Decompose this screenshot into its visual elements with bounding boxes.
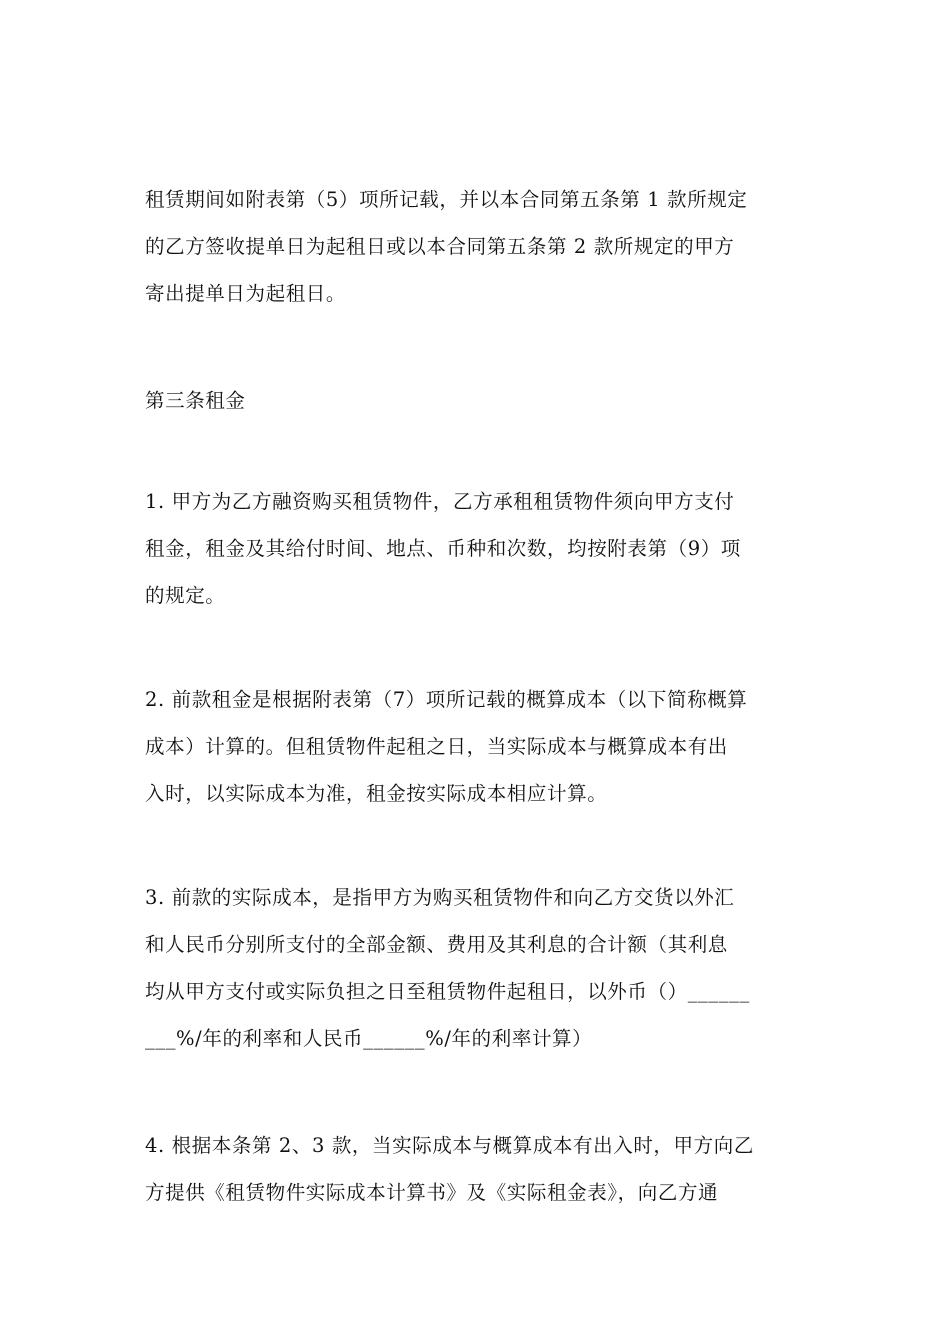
text-line: 均从甲方支付或实际负担之日至租赁物件起租日，以外币（）______ <box>145 980 750 1003</box>
text-line: 租金，租金及其给付时间、地点、币种和次数，均按附表第（9）项 <box>145 537 741 560</box>
text-line: 和人民币分别所支付的全部金额、费用及其利息的合计额（其利息 <box>145 933 728 956</box>
text-line: ___%/年的利率和人民币______%/年的利率计算） <box>145 1027 593 1050</box>
text-line: 的乙方签收提单日为起租日或以本合同第五条第 2 款所规定的甲方 <box>145 235 735 258</box>
text-line: 成本）计算的。但租赁物件起租之日，当实际成本与概算成本有出 <box>145 735 728 758</box>
clause-4 <box>145 1122 810 1216</box>
clause-2 <box>145 676 810 817</box>
text-line: 方提供《租赁物件实际成本计算书》及《实际租金表》，向乙方通 <box>145 1181 719 1204</box>
heading-text: 第三条租金 <box>145 389 246 412</box>
clause-3 <box>145 874 810 1062</box>
text-line: 3. 前款的实际成本，是指甲方为购买租赁物件和向乙方交货以外汇 <box>145 886 735 909</box>
section-heading-article-3 <box>145 377 810 424</box>
text-line: 2. 前款租金是根据附表第（7）项所记载的概算成本（以下简称概算 <box>145 688 748 711</box>
text-line: 1. 甲方为乙方融资购买租赁物件，乙方承租租赁物件须向甲方支付 <box>145 490 735 513</box>
text-line: 入时，以实际成本为准，租金按实际成本相应计算。 <box>145 782 608 805</box>
text-line: 的规定。 <box>145 584 226 607</box>
text-line: 租赁期间如附表第（5）项所记载，并以本合同第五条第 1 款所规定 <box>145 188 748 211</box>
text-line: 4. 根据本条第 2、3 款，当实际成本与概算成本有出入时，甲方向乙 <box>145 1134 754 1157</box>
clause-1 <box>145 478 810 619</box>
text-line: 寄出提单日为起租日。 <box>145 282 347 305</box>
paragraph-lease-period <box>145 176 810 317</box>
